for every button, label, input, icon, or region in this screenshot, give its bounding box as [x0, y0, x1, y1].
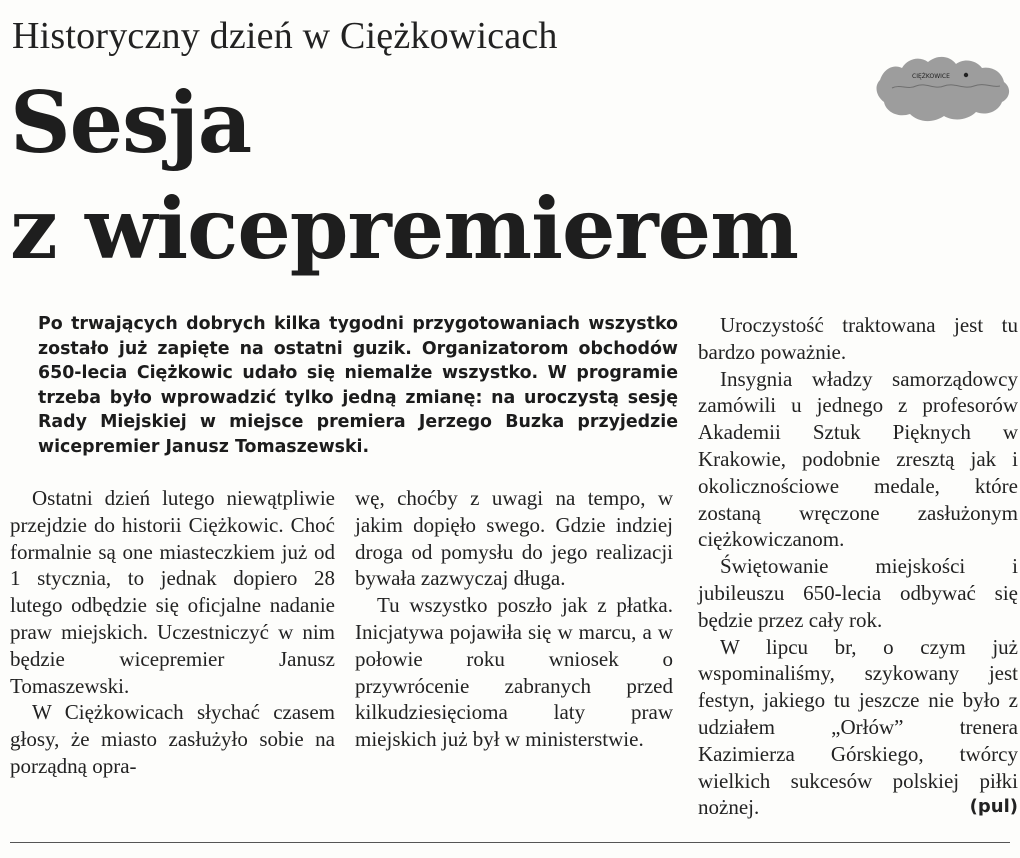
paragraph: wę, choćby z uwagi na tempo, w jakim dopięło swego. Gdzie indziej droga od pomysłu do jego realizacji bywała zazwyczaj długa.: [355, 486, 673, 591]
paragraph: Tu wszystko poszło jak z płatka. Inicjatywa pojawiła się w marcu, a w połowie roku wniosek o przywrócenie zabranych przed kilkudziesięcioma laty praw miejskich już był w ministerstwie.: [355, 593, 673, 752]
body-column-3: [698, 312, 1018, 821]
paragraph: Ostatni dzień lutego niewątpliwie przejdzie do historii Ciężkowic. Choć formalnie są one miasteczkiem już od 1 stycznia, to jednak dopiero 28 lutego odbędzie się oficjalne nadanie praw miejskich. Uczestniczyć w nim będzie wicepremier Janusz Tomaszewski.: [10, 486, 335, 698]
locator-map-icon: [872, 38, 1018, 130]
paragraph-text: W lipcu br, o czym już wspominaliśmy, szykowany jest festyn, jakiego tu jeszcze nie było z udziałem „Orłów” trenera Kazimierza Górskiego, twórcy wielkich sukcesów polskiej piłki nożnej.: [698, 634, 1018, 820]
body-column-2: [355, 485, 673, 753]
paragraph: [698, 634, 1018, 822]
paragraph: W Ciężkowicach słychać czasem głosy, że miasto zasłużyło sobie na porządną opra-: [10, 700, 335, 778]
map-graphic: [872, 38, 1018, 130]
article-kicker: Historyczny dzień w Ciężkowicach: [12, 15, 558, 57]
author-byline: (pul): [969, 796, 1018, 818]
paragraph: Świętowanie miejskości i jubileuszu 650-lecia odbywać się będzie przez cały rok.: [698, 554, 1018, 632]
paragraph: Insygnia władzy samorządowcy zamówili u jednego z profesorów Akademii Sztuk Pięknych w Krakowie, podobnie zresztą jak i okolicznościowe medale, które zostaną wręczone zasłużonym ciężkowiczanom.: [698, 366, 1018, 552]
headline-line-1: Sesja: [10, 73, 252, 172]
article-headline: [10, 70, 830, 282]
body-column-1: [10, 485, 335, 780]
article-lead: Po trwających dobrych kilka tygodni przygotowaniach wszystko zostało już zapięte na ostatni guzik. Organizatorom obchodów 650-lecia Ciężkowic udało się niemalże wszystko. W programie trzeba było wprowadzić tylko jedną zmianę: na uroczystą sesję Rady Miejskiej w miejsce premiera Jerzego Buzka przyjedzie wicepremier Janusz Tomaszewski.: [38, 314, 678, 457]
headline-line-2: z wicepremierem: [10, 179, 799, 278]
bottom-divider: [10, 842, 1010, 843]
map-label: CIĘŻKOWICE: [912, 73, 950, 80]
paragraph: Uroczystość traktowana jest tu bardzo poważnie.: [698, 313, 1018, 364]
